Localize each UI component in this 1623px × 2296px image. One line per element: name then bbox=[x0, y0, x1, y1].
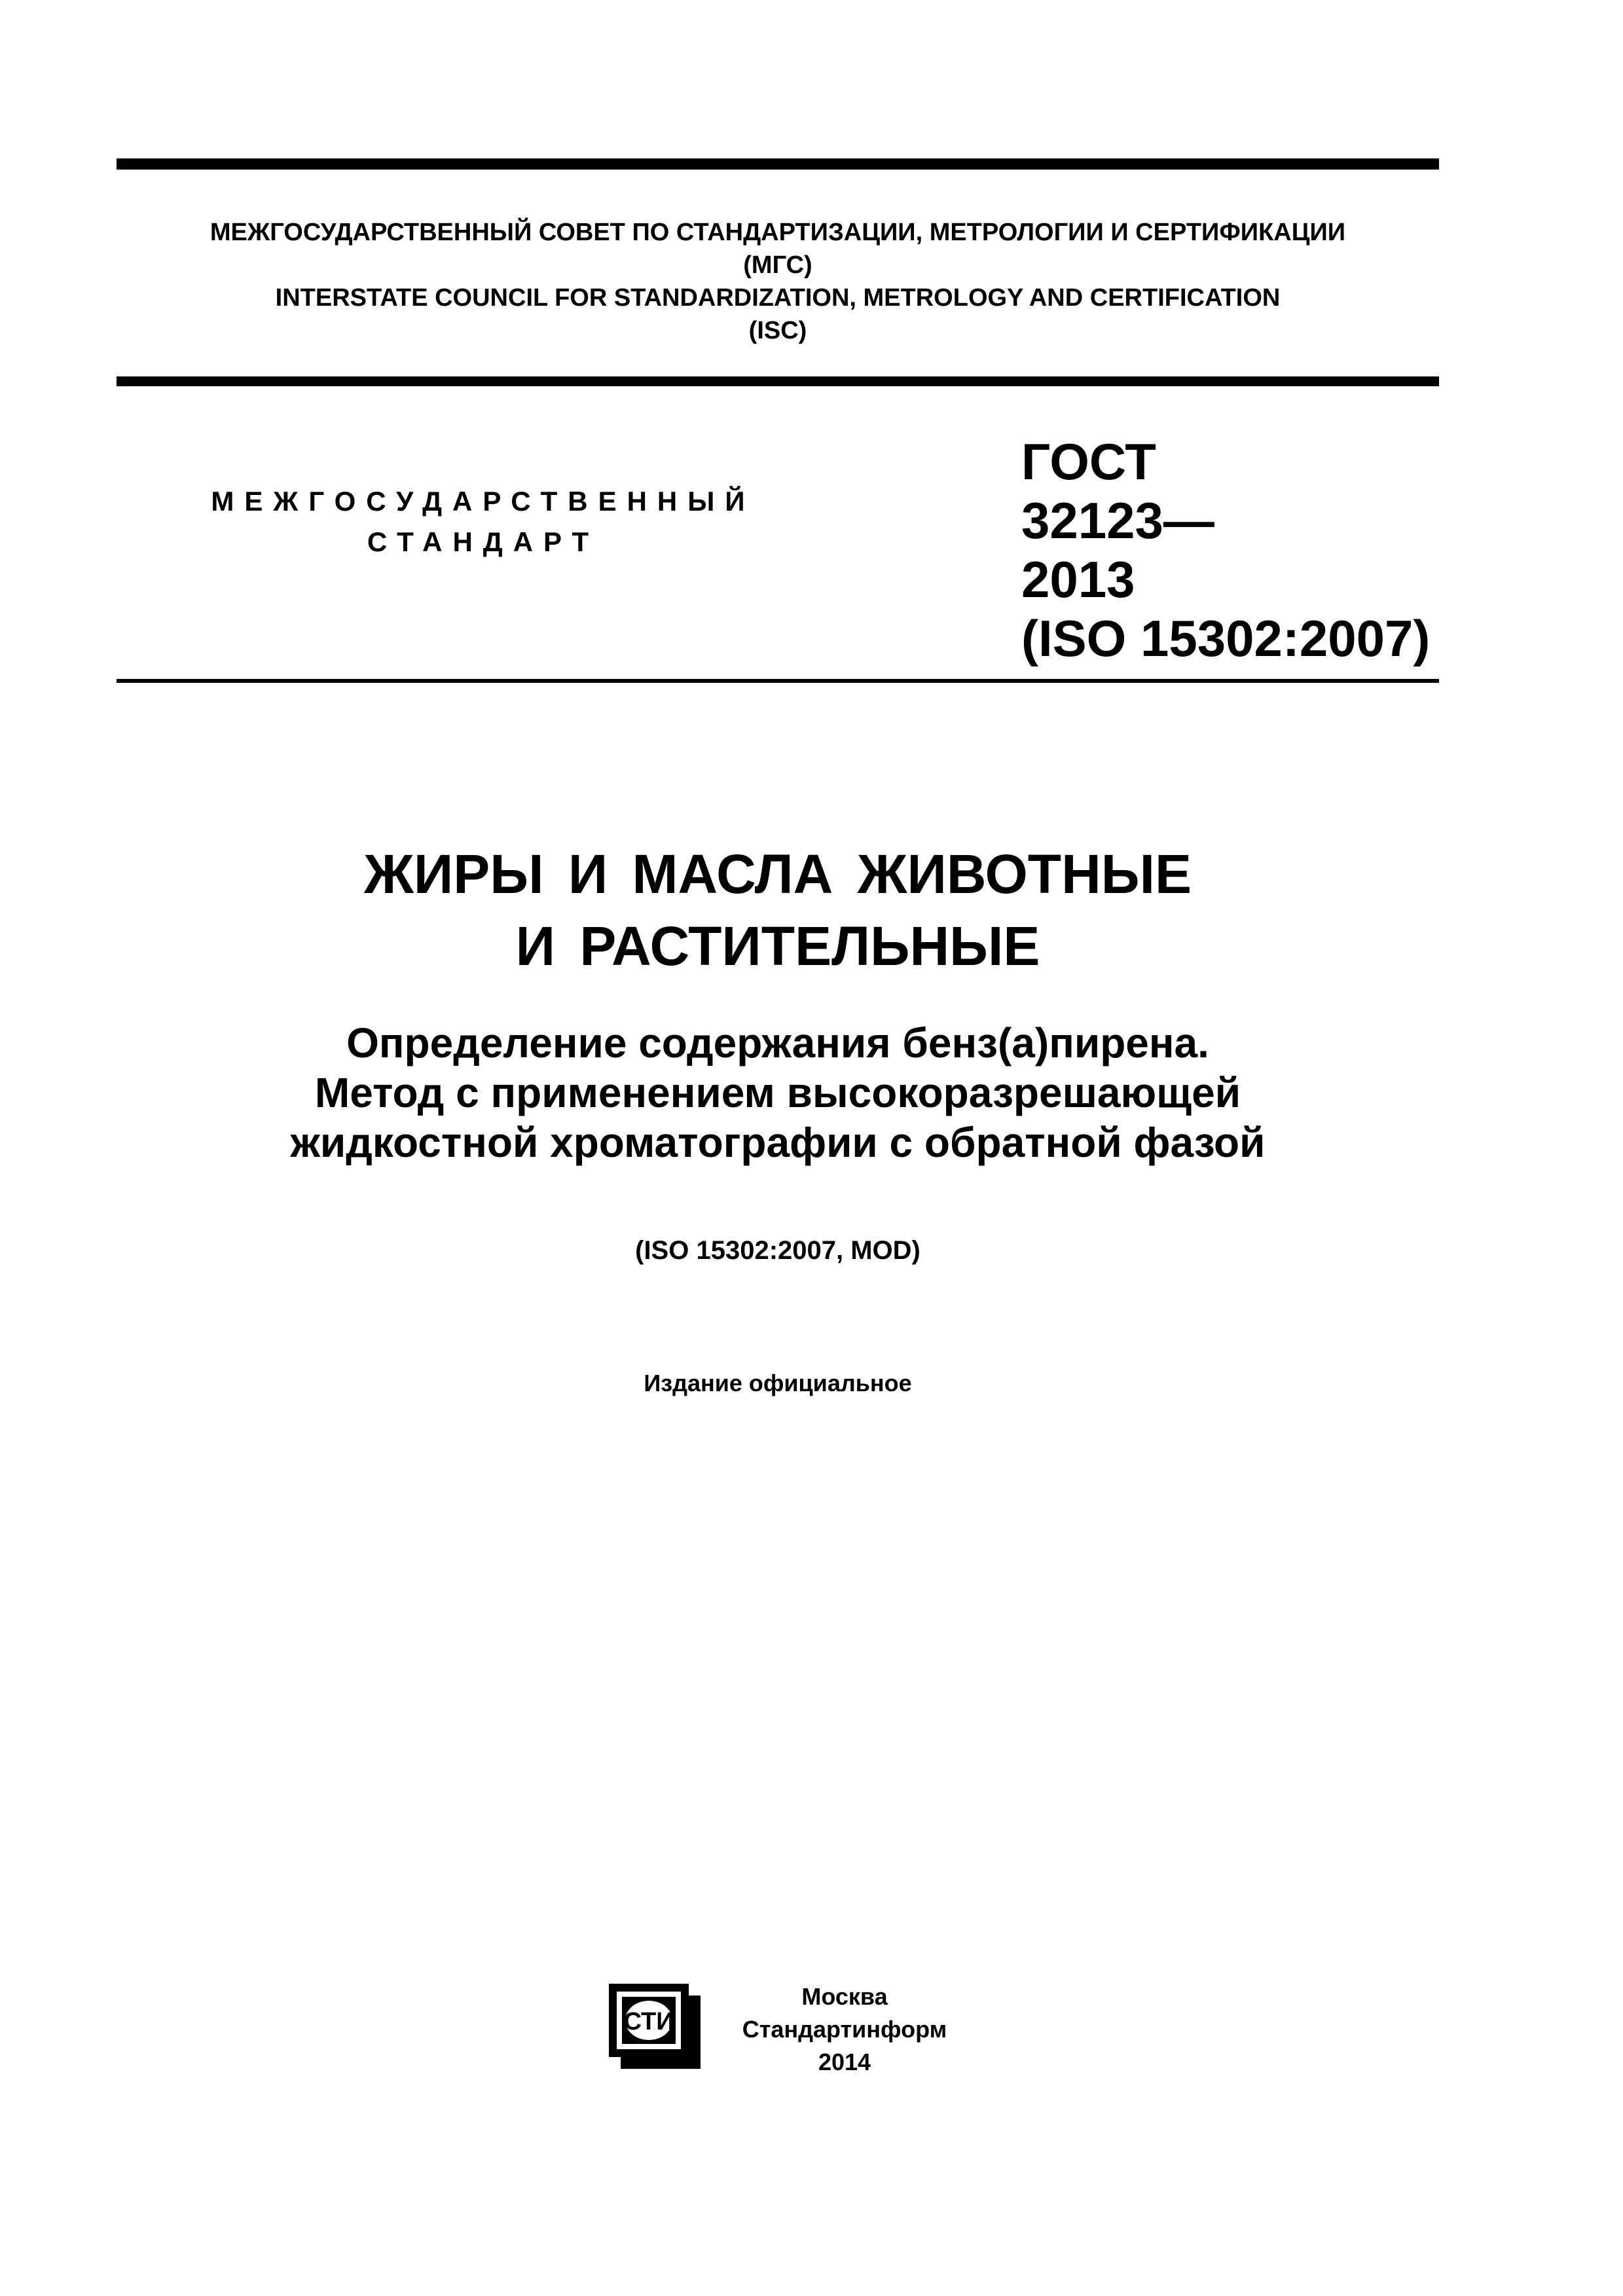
designation-line4: (ISO 15302:2007) bbox=[1021, 610, 1431, 667]
standartinform-logo-icon bbox=[609, 1984, 701, 2069]
standard-designation bbox=[1021, 432, 1430, 668]
document-title bbox=[117, 838, 1439, 982]
subtitle-line3: жидкостной хроматографии с обратной фазой bbox=[290, 1119, 1266, 1166]
standard-type bbox=[117, 481, 850, 562]
subtitle-line1: Определение содержания бенз(а)пирена. bbox=[346, 1019, 1209, 1066]
designation-line2: 32123— bbox=[1021, 492, 1214, 549]
publisher-block bbox=[733, 1980, 956, 2079]
publisher-name: Стандартинформ bbox=[742, 2016, 947, 2043]
iso-mod-reference: (ISO 15302:2007, MOD) bbox=[635, 1236, 921, 1265]
standard-type-line2: СТАНДАРТ bbox=[367, 526, 600, 557]
designation-line3: 2013 bbox=[1021, 551, 1135, 608]
council-bottom-rule bbox=[117, 376, 1439, 386]
standard-type-line1: МЕЖГОСУДАРСТВЕННЫЙ bbox=[211, 486, 756, 517]
designation-line1: ГОСТ bbox=[1021, 433, 1156, 490]
council-abbr-en: (ISC) bbox=[748, 317, 807, 344]
council-header bbox=[117, 216, 1439, 347]
council-name-ru: МЕЖГОСУДАРСТВЕННЫЙ СОВЕТ ПО СТАНДАРТИЗАЦИИ, МЕТРОЛОГИИ И СЕРТИФИКАЦИИ bbox=[210, 219, 1346, 246]
official-edition-label: Издание официальное bbox=[644, 1370, 912, 1396]
logo-text: СТИ bbox=[623, 2008, 674, 2035]
top-rule bbox=[117, 158, 1439, 170]
header-bottom-rule bbox=[117, 679, 1439, 683]
council-name-en: INTERSTATE COUNCIL FOR STANDARDIZATION, METROLOGY AND CERTIFICATION bbox=[275, 284, 1281, 312]
council-abbr-ru: (МГС) bbox=[743, 251, 812, 279]
publisher-city: Москва bbox=[801, 1983, 888, 2010]
document-subtitle bbox=[117, 1018, 1439, 1167]
subtitle-line2: Метод с применением высокоразрешающей bbox=[314, 1069, 1241, 1116]
publication-year: 2014 bbox=[818, 2049, 871, 2075]
title-line2: И РАСТИТЕЛЬНЫЕ bbox=[515, 915, 1040, 977]
title-line1: ЖИРЫ И МАСЛА ЖИВОТНЫЕ bbox=[363, 843, 1192, 905]
